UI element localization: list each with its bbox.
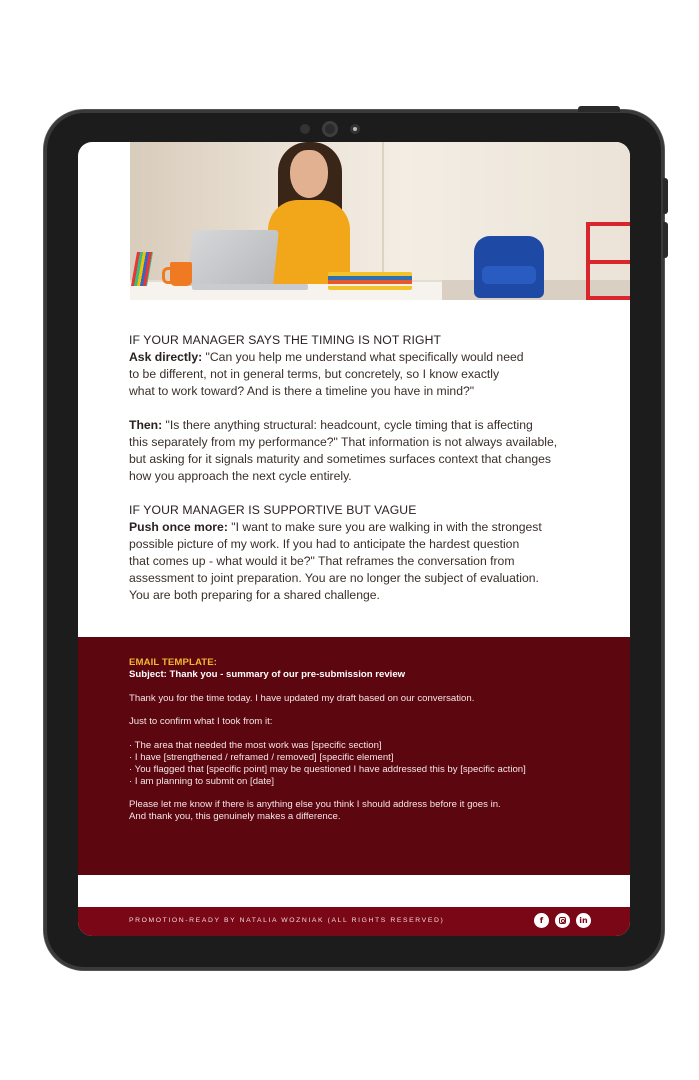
section-heading: IF YOUR MANAGER IS SUPPORTIVE BUT VAGUE [129, 503, 417, 517]
email-bullet: · I am planning to submit on [date] [129, 775, 275, 787]
tablet-screen [78, 142, 630, 936]
mug [170, 262, 192, 286]
paragraph: Ask directly: "Can you help me understand what specifically would need [129, 350, 524, 364]
instagram-icon[interactable] [555, 913, 570, 928]
email-closing: Please let me know if there is anything else you think I should address before it goes in. [129, 799, 501, 811]
sensor [300, 124, 310, 134]
email-intro: Thank you for the time today. I have updated my draft based on our conversation. [129, 692, 475, 704]
power-button [578, 106, 620, 112]
social-links [534, 913, 591, 928]
email-template-block [78, 637, 630, 875]
email-subject: Subject: Thank you - summary of our pre-submission review [129, 668, 406, 680]
email-bullet: · The area that needed the most work was [specific section] [129, 740, 382, 752]
volume-down-button [663, 222, 668, 258]
facebook-icon[interactable]: f [534, 913, 549, 928]
volume-up-button [663, 178, 668, 214]
footer-bar [78, 907, 630, 936]
article-body: IF YOUR MANAGER SAYS THE TIMING IS NOT RIGHT Ask directly: "Can you help me understand what specifically would need to be different, not in general terms, but concretely, so I know exactly what to work toward? And is there a timeline you have in mind?" Then: "Is there anything structural: headcount, cycle timing that is affecting this separately from my performance?" That information is not always available, but asking for it signals maturity and sometimes surfaces context that changes how you approach the next cycle entirely. IF YOUR MANAGER IS SUPPORTIVE BUT VAGUE Push once more: "I want to make sure you are walking in with the strongest possible picture of my work. If you had to anticipate the hardest question that comes up - what would it be?" That reframes the conversation from assessment to joint preparation. You are no longer the subject of evaluation. You are both preparing for a shared challenge. [129, 332, 589, 604]
red-shelf [586, 222, 630, 300]
hero-photo [130, 142, 630, 300]
book-stack [328, 272, 412, 290]
email-confirm: Just to confirm what I took from it: [129, 716, 273, 728]
email-template-label: EMAIL TEMPLATE: [129, 657, 218, 668]
footer-copyright: PROMOTION-READY BY NATALIA WOZNIAK (ALL RIGHTS RESERVED) [129, 917, 445, 924]
email-bullet: · I have [strengthened / reframed / removed] [specific element] [129, 751, 394, 763]
linkedin-icon[interactable]: in [576, 913, 591, 928]
paragraph: Then: "Is there anything structural: headcount, cycle timing that is affecting [129, 418, 533, 432]
front-camera [322, 121, 338, 137]
camera-flash [350, 124, 360, 134]
email-bullet: · You flagged that [specific point] may be questioned I have addressed this by [specific action] [129, 763, 526, 775]
blue-armchair [474, 236, 544, 298]
email-closing: And thank you, this genuinely makes a difference. [129, 811, 341, 823]
paragraph: Push once more: "I want to make sure you are walking in with the strongest [129, 520, 542, 534]
section-heading: IF YOUR MANAGER SAYS THE TIMING IS NOT RIGHT [129, 333, 442, 347]
laptop [187, 230, 279, 286]
